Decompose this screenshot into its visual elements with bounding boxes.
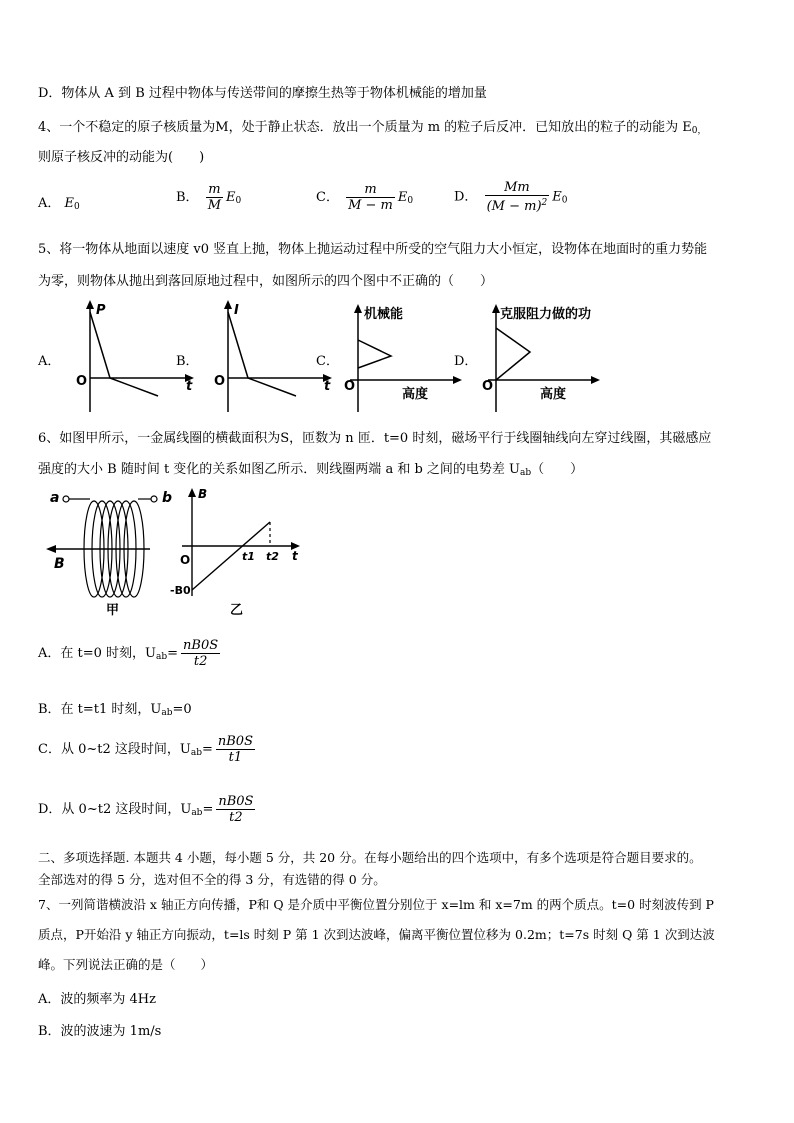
q5-stem-line1: 5、将一物体从地面以速度 v0 竖直上抛，物体上抛运动过程中所受的空气阻力大小恒定，设物体在地面时的重力势能 bbox=[38, 242, 708, 257]
axis-xlabel: 高度 bbox=[540, 387, 567, 402]
terminal-b bbox=[151, 496, 157, 502]
q7-stem-line2: 质点，P开始沿 y 轴正方向振动，t=ls 时刻 P 第 1 次到达波峰，偏离平衡位置位移为 0.2m；t=7s 时刻 Q 第 1 次到达波 bbox=[38, 927, 715, 942]
origin-label: O bbox=[180, 553, 191, 567]
q6-stem-line1: 6、如图甲所示，一金属线圈的横截面积为S，匝数为 n 匝．t=0 时刻，磁场平行于线圈轴线向左穿过线圈，其磁感应 bbox=[38, 431, 712, 446]
q5-graph-d-label: D． bbox=[454, 354, 478, 369]
q4-option-a: A． $E_0$ bbox=[38, 196, 80, 212]
caption-yi: 乙 bbox=[230, 603, 244, 618]
q6-option-d: D．从 0~t2 这段时间，$U_{ab}=$ $\frac{nB0S}{t2}$ bbox=[38, 794, 254, 825]
q4-stem-line1: 4、一个不稳定的原子核质量为M，处于静止状态．放出一个质量为 m 的粒子后反冲．已知放出的粒子的动能为 $E_{0,}$ bbox=[38, 120, 707, 136]
origin-label: O bbox=[344, 379, 356, 394]
q6-stem-line2: 强度的大小 B 随时间 t 变化的关系如图乙所示．则线圈两端 a 和 b 之间的电势差 $U_{ab}$（ ） bbox=[38, 462, 584, 478]
q6-option-a: A．在 t=0 时刻，$U_{ab}=$ $\frac{nB0S}{t2}$ bbox=[38, 638, 219, 669]
q7-option-b: B．波的波速为 1m/s bbox=[38, 1024, 162, 1039]
caption-jia: 甲 bbox=[106, 603, 120, 618]
q5-stem-line2: 为零，则物体从抛出到落回原地过程中，如图所示的四个图中不正确的（ ） bbox=[38, 274, 494, 289]
axis-xlabel: t bbox=[292, 549, 298, 563]
q6-option-c: C．从 0~t2 这段时间，$U_{ab}=$ $\frac{nB0S}{t1}$ bbox=[38, 734, 253, 765]
axis-ylabel: 克服阻力做的功 bbox=[500, 307, 592, 322]
axis-ylabel: I bbox=[234, 303, 239, 318]
tick-t2: t2 bbox=[266, 550, 279, 563]
q4-option-b: B． $\frac{m}{M}$ $E_0$ bbox=[176, 182, 242, 213]
q4-option-d: D． $\frac{Mm}{(M - m)^2}$ $E_0$ bbox=[454, 180, 568, 214]
origin-label: O bbox=[76, 374, 88, 389]
q3-option-d: D．物体从 A 到 B 过程中物体与传送带间的摩擦生热等于物体机械能的增加量 bbox=[38, 86, 487, 101]
axis-ylabel: 机械能 bbox=[364, 307, 404, 322]
terminal-a-label: a bbox=[50, 490, 60, 506]
q6-figure-coil bbox=[44, 484, 173, 623]
q7-stem-line3: 峰。下列说法正确的是（ ） bbox=[38, 957, 214, 972]
section2-heading-line1: 二、多项选择题. 本题共 4 小题，每小题 5 分，共 20 分。在每小题给出的四个选项中，有多个选项是符合题目要求的。 bbox=[38, 850, 702, 865]
terminal-b-label: b bbox=[162, 490, 173, 506]
section2-heading-line2: 全部选对的得 5 分，选对但不全的得 3 分，有选错的得 0 分。 bbox=[38, 872, 386, 887]
tick-t1: t1 bbox=[242, 550, 255, 563]
terminal-a bbox=[63, 496, 69, 502]
field-label: B bbox=[54, 556, 65, 572]
origin-label: O bbox=[214, 374, 226, 389]
axis-ylabel: B bbox=[198, 487, 208, 501]
axis-xlabel: 高度 bbox=[402, 387, 429, 402]
bt-line bbox=[192, 522, 270, 590]
axis-xlabel: t bbox=[324, 379, 331, 394]
axis-xlabel: t bbox=[186, 379, 193, 394]
tick-neg-b0: -B0 bbox=[170, 584, 191, 597]
q6-option-b: B．在 t=t1 时刻，$U_{ab}=0$ bbox=[38, 702, 192, 718]
q4-stem-line2: 则原子核反冲的动能为( ) bbox=[38, 150, 205, 165]
q7-option-a: A．波的频率为 4Hz bbox=[38, 992, 156, 1007]
q7-stem-line1: 7、一列简谐横波沿 x 轴正方向传播，P和 Q 是介质中平衡位置分别位于 x=lm 和 x=7m 的两个质点。t=0 时刻波传到 P bbox=[38, 897, 714, 912]
q5-graph-c-label: C． bbox=[316, 354, 339, 369]
q4-option-c: C． $\frac{m}{M - m}$ $E_0$ bbox=[316, 182, 414, 213]
q5-graph-b-label: B． bbox=[176, 354, 199, 369]
origin-label: O bbox=[482, 379, 494, 394]
q6-figure-bt-graph bbox=[170, 486, 310, 625]
axis-ylabel: P bbox=[96, 303, 106, 318]
q5-graph-a-label: A． bbox=[38, 354, 61, 369]
